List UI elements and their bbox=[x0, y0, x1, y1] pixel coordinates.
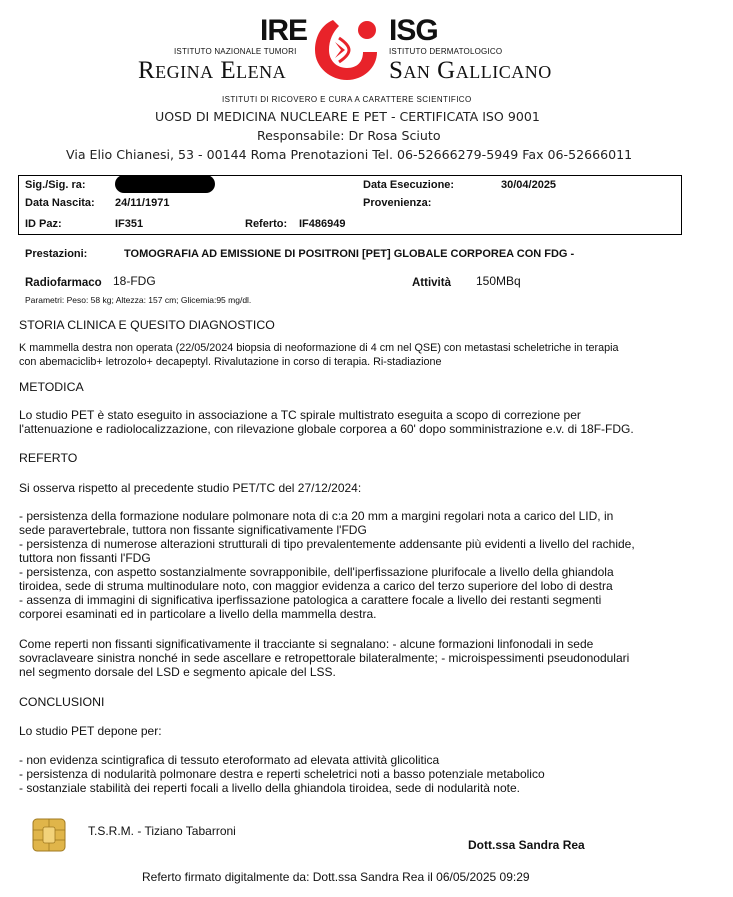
conclusioni-title: CONCLUSIONI bbox=[19, 695, 105, 709]
storia-line: K mammella destra non operata (22/05/2024 biopsia di neoformazione di 4 cm nel QSE) con metastasi scheletriche in terapia bbox=[19, 342, 619, 354]
patient-name-label: Sig./Sig. ra: bbox=[25, 179, 86, 191]
metodica-line: l'attenuazione e radiolocalizzazione, con rilevazione globale corporea a 60' dopo somministrazione e.v. di 18F-FDG. bbox=[19, 422, 634, 436]
smart-card-chip-icon bbox=[32, 818, 66, 852]
exec-date-value: 30/04/2025 bbox=[501, 179, 557, 191]
storia-line: con abemaciclib+ letrozolo+ decapeptyl. Rivalutazione in corso di terapia. Ri-stadiazione bbox=[19, 355, 442, 368]
metodica-line: Lo studio PET è stato eseguito in associazione a TC spirale multistrato eseguita a scopo di correzione per bbox=[19, 408, 581, 422]
isg-logo-acronym: ISG bbox=[389, 14, 438, 47]
referto-line: - persistenza di numerose alterazioni strutturali di tipo prevalentemente addensante più evidenti a livello del rachide, bbox=[19, 537, 635, 551]
redacted-name bbox=[115, 175, 215, 193]
reperti-line: sovraclaveare sinistra nonché in sede ascellare e retropettorale bilateralmente; - microispessimenti pseudonodulari bbox=[19, 651, 630, 665]
radiofarmaco-label: Radiofarmaco bbox=[25, 277, 102, 289]
report-id-label: Referto: bbox=[245, 218, 288, 230]
reperti-line: nel segmento dorsale del LSD e segmento apicale del LSS. bbox=[19, 665, 336, 679]
conclusioni-line: - non evidenza scintigrafica di tessuto eteroformato ad elevata attività glicolitica bbox=[19, 753, 440, 767]
responsible-line: Responsabile: Dr Rosa Sciuto bbox=[257, 128, 441, 143]
conclusioni-list bbox=[19, 753, 545, 795]
institute-emblem-icon bbox=[313, 18, 381, 82]
conclusioni-intro: Lo studio PET depone per: bbox=[19, 724, 162, 738]
patient-info-box bbox=[18, 175, 682, 235]
referto-line: tuttora non fissanti l'FDG bbox=[19, 551, 151, 565]
reperti-line: Come reperti non fissanti significativamente il tracciante si segnalano: - alcune formazioni linfonodali in sede bbox=[19, 637, 594, 651]
referto-line: corporei esaminati ed in particolare a livello della mammella destra. bbox=[19, 607, 377, 621]
referto-line: - persistenza, con aspetto sostanzialmente sovrapponibile, dell'iperfissazione plurifocale a livello della ghiandola bbox=[19, 565, 614, 579]
referto-line: tiroidea, sede di struma multinodulare noto, con maggior evidenza a carico del terzo superiore del lobo di destra bbox=[19, 579, 613, 593]
storia-text bbox=[19, 342, 619, 369]
prestazioni-value: TOMOGRAFIA AD EMISSIONE DI POSITRONI [PET] GLOBALE CORPOREA CON FDG - bbox=[124, 248, 575, 260]
address-line: Via Elio Chianesi, 53 - 00144 Roma Prenotazioni Tel. 06-52666279-5949 Fax 06-52666011 bbox=[66, 147, 633, 162]
reperti-text bbox=[19, 637, 629, 679]
attivita-value: 150MBq bbox=[476, 274, 521, 288]
tsrm-name: T.S.R.M. - Tiziano Tabarroni bbox=[88, 824, 236, 838]
parameters-line: Parametri: Peso: 58 kg; Altezza: 157 cm; Glicemia:95 mg/dl. bbox=[25, 295, 252, 305]
conclusioni-line: - sostanziale stabilità dei reperti focali a livello della ghiandola tiroidea, sede di nodularità note. bbox=[19, 781, 520, 795]
provenance-label: Provenienza: bbox=[363, 197, 432, 209]
referto-intro: Si osserva rispetto al precedente studio PET/TC del 27/12/2024: bbox=[19, 481, 362, 495]
isg-logo-subtitle: ISTITUTO DERMATOLOGICO bbox=[389, 47, 503, 56]
ire-logo-subtitle: ISTITUTO NAZIONALE TUMORI bbox=[174, 47, 297, 56]
referto-line: - persistenza della formazione nodulare polmonare nota di c:a 20 mm a margini regolari nota a carico del LID, in bbox=[19, 509, 614, 523]
birth-date-value: 24/11/1971 bbox=[115, 197, 170, 209]
metodica-title: METODICA bbox=[19, 380, 84, 394]
exec-date-label: Data Esecuzione: bbox=[363, 179, 455, 191]
referto-line: - assenza di immagini di significativa iperfissazione patologica a carattere focale a livello dei restanti segmenti bbox=[19, 593, 602, 607]
institute-type-line: ISTITUTI DI RICOVERO E CURA A CARATTERE SCIENTIFICO bbox=[222, 95, 472, 104]
unit-line: UOSD DI MEDICINA NUCLEARE E PET - CERTIFICATA ISO 9001 bbox=[155, 109, 540, 124]
attivita-label: Attività bbox=[412, 277, 451, 289]
patient-id-label: ID Paz: bbox=[25, 218, 62, 230]
ire-logo-acronym: IRE bbox=[260, 14, 308, 47]
referto-findings bbox=[19, 509, 635, 621]
metodica-text bbox=[19, 408, 634, 436]
conclusioni-line: - persistenza di nodularità polmonare destra e reperti scheletrici noti a basso potenziale metabolico bbox=[19, 767, 545, 781]
radiofarmaco-value: 18-FDG bbox=[113, 274, 156, 288]
prestazioni-label: Prestazioni: bbox=[25, 248, 88, 260]
referto-line: sede paravertebrale, tuttora non fissante significativamente l'FDG bbox=[19, 523, 367, 537]
isg-logo-name: San Gallicano bbox=[389, 57, 552, 84]
storia-title: STORIA CLINICA E QUESITO DIAGNOSTICO bbox=[19, 318, 275, 332]
birth-date-label: Data Nascita: bbox=[25, 197, 95, 209]
doctor-name: Dott.ssa Sandra Rea bbox=[468, 838, 585, 852]
patient-id-value: IF351 bbox=[115, 218, 144, 230]
digital-signature-line: Referto firmato digitalmente da: Dott.ssa Sandra Rea il 06/05/2025 09:29 bbox=[142, 870, 530, 884]
report-id-value: IF486949 bbox=[299, 218, 346, 230]
referto-title: REFERTO bbox=[19, 451, 78, 465]
ire-logo-name: Regina Elena bbox=[138, 57, 287, 84]
